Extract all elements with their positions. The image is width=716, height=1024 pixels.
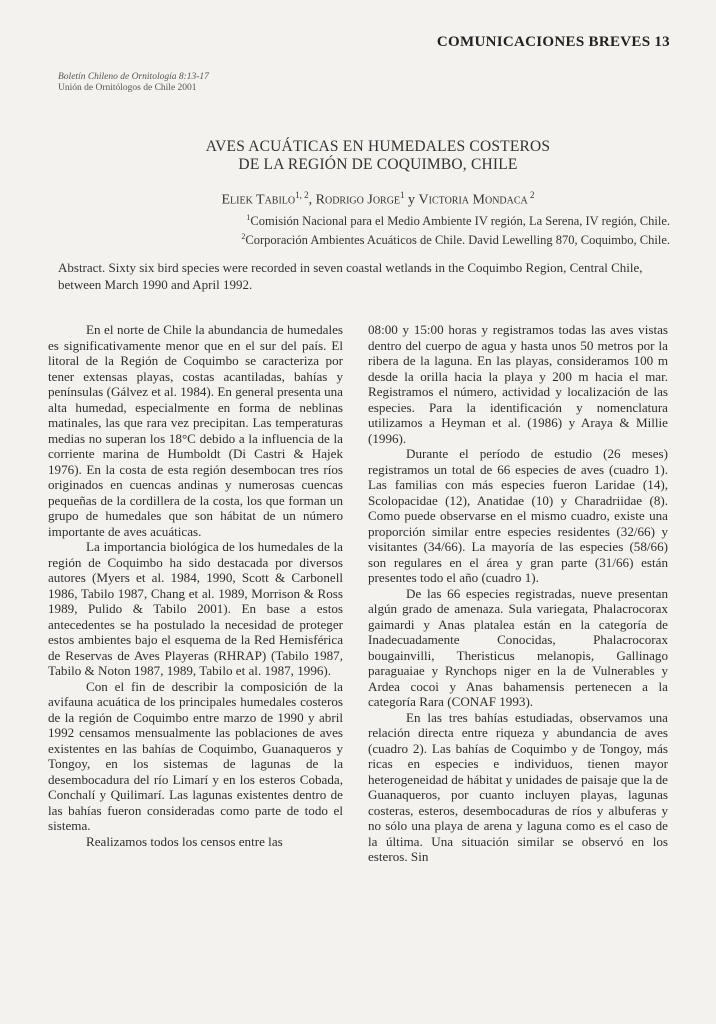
author-3: Victoria Mondaca <box>418 192 528 208</box>
affiliation-1-marker: 1 <box>246 213 251 222</box>
paragraph: Durante el período de estudio (26 meses) registramos un total de 66 especies de aves (cuadro 1). Las familias con más especies fueron Laridae (14), Scolopacidae (12), Anatidae (10) y Charadriidae (8). Como puede observarse en el mismo cuadro, existe una proporción similar entre especies residentes (32/66) y visitantes (34/66). La mayoría de las especies (58/66) son regulares en el área y gran parte (31/66) están presentes todo el año (cuadro 1). <box>368 446 668 585</box>
citation-publisher: Unión de Ornitólogos de Chile 2001 <box>58 83 197 93</box>
abstract: Abstract. Sixty six bird species were recorded in seven coastal wetlands in the Coquimbo Region, Central Chile, between March 1990 and April 1992. <box>58 260 643 292</box>
title-line-2: DE LA REGIÓN DE COQUIMBO, CHILE <box>238 156 518 173</box>
left-column <box>48 322 343 849</box>
paragraph: En el norte de Chile la abundancia de humedales es significativamente menor que en el sur del país. El litoral de la Región de Coquimbo se caracteriza por tener extensas playas, costas acantiladas, bahías y penínsulas (Gálvez et al. 1984). En general presenta una alta humedad, especialmente en forma de neblinas matinales, las que rara vez precipitan. Las temperaturas medias no superan los 18°C debido a la influencia de la corriente marina de Humboldt (Di Castri & Hajek 1976). En la costa de esta región desembocan tres ríos originados en cuencas andinas y numerosas cuencas pequeñas de la cordillera de la costa, los que forman un grupo de humedales que son hábitat de un número importante de aves acuáticas. <box>48 322 343 539</box>
author-list <box>40 190 716 209</box>
citation-journal: Boletín Chileno de Ornitología 8:13-17 <box>58 72 209 82</box>
author-1: Eliek Tabilo <box>221 192 296 208</box>
affiliation-2-text: Corporación Ambientes Acuáticos de Chile. David Lewelling 870, Coquimbo, Chile. <box>245 233 670 248</box>
author-2-affil: 1 <box>400 190 405 200</box>
paragraph: En las tres bahías estudiadas, observamos una relación directa entre riqueza y abundancia de aves (cuadro 2). Las bahías de Coquimbo y de Tongoy, más ricas en especies e individuos, tienen mayor heterogeneidad de hábitat y unidades de paisaje que la de Guanaqueros, por cuanto incluyen playas, lagunas costeras, esteros, desembocaduras de ríos y albuferas y no sólo una playa de arena y laguna como es el caso de la última. Una situación similar se observó en los esteros. Sin <box>368 709 668 864</box>
paragraph: Realizamos todos los censos entre las <box>86 833 283 849</box>
affiliation-2-marker: 2 <box>241 232 246 242</box>
paragraph: La importancia biológica de los humedales de la región de Coquimbo ha sido destacada por diversos autores (Myers et al. 1984, 1990, Scott & Carbonell 1986, Tabilo 1987, Chang et al. 1989, Morrison & Ross 1989, Pulido & Tabilo 2001). En base a estos antecedentes se ha postulado la necesidad de proteger estos ambientes bajo el esquema de la Red Hemisférica de Reservas de Aves Playeras (RHRAP) (Tabilo 1987, Tabilo & Noton 1987, 1989, Tabilo et al. 1987, 1996). <box>48 539 343 678</box>
journal-citation <box>58 72 209 94</box>
author-1-affil: 1, 2 <box>295 190 309 200</box>
author-3-affil: 2 <box>527 190 535 200</box>
author-separator: , <box>308 192 316 208</box>
affiliation-1 <box>60 210 670 229</box>
author-2: Rodrigo Jorge <box>315 192 401 208</box>
affiliation-1-text: Comisión Nacional para el Medio Ambiente IV región, La Serena, IV región, Chile. <box>250 214 670 229</box>
right-column <box>368 322 668 865</box>
paragraph: 08:00 y 15:00 horas y registramos todas las aves vistas dentro del cuerpo de agua y hasta unos 50 metros por la ribera de la laguna. En las playas, consideramos 100 m desde la orilla hacia la playa y 200 m hacia el mar. Registramos el número, actividad y localización de las especies. Para la identificación y nomenclatura utilizamos a Heyman et al. (1986) y Araya & Millie (1996). <box>368 322 668 446</box>
running-head: COMUNICACIONES BREVES 13 <box>436 34 670 50</box>
author-separator: y <box>404 192 419 208</box>
paragraph: Con el fin de describir la composición de la avifauna acuática de los principales humedales costeros de la región de Coquimbo entre marzo de 1990 y abril 1992 censamos mensualmente las poblaciones de aves existentes en las bahías de Coquimbo, Guanaqueros y Tongoy, en los sistemas de lagunas de la desembocadura del río Limarí y en los esteros Cobada, Conchalí y Quilimarí. Las lagunas existentes dentro de las bahías fueron consideradas como parte de todo el sistema. <box>48 678 343 833</box>
article-title <box>40 138 716 174</box>
affiliation-2 <box>60 229 670 248</box>
paragraph: De las 66 especies registradas, nueve presentan algún grado de amenaza. Sula variegata, Phalacrocorax gaimardi y Anas platalea están en la categoría de Inadecuadamente Conocidas, Phalacrocorax bougainvilli, Theristicus melanopis, Gallinago paraguaiae y Rynchops niger en la de Vulnerables y Ardea cocoi y Anas bahamensis pertenecen a la categoría Rara (CONAF 1993). <box>368 585 668 709</box>
title-line-1: AVES ACUÁTICAS EN HUMEDALES COSTEROS <box>205 138 551 155</box>
affiliations <box>60 210 670 248</box>
